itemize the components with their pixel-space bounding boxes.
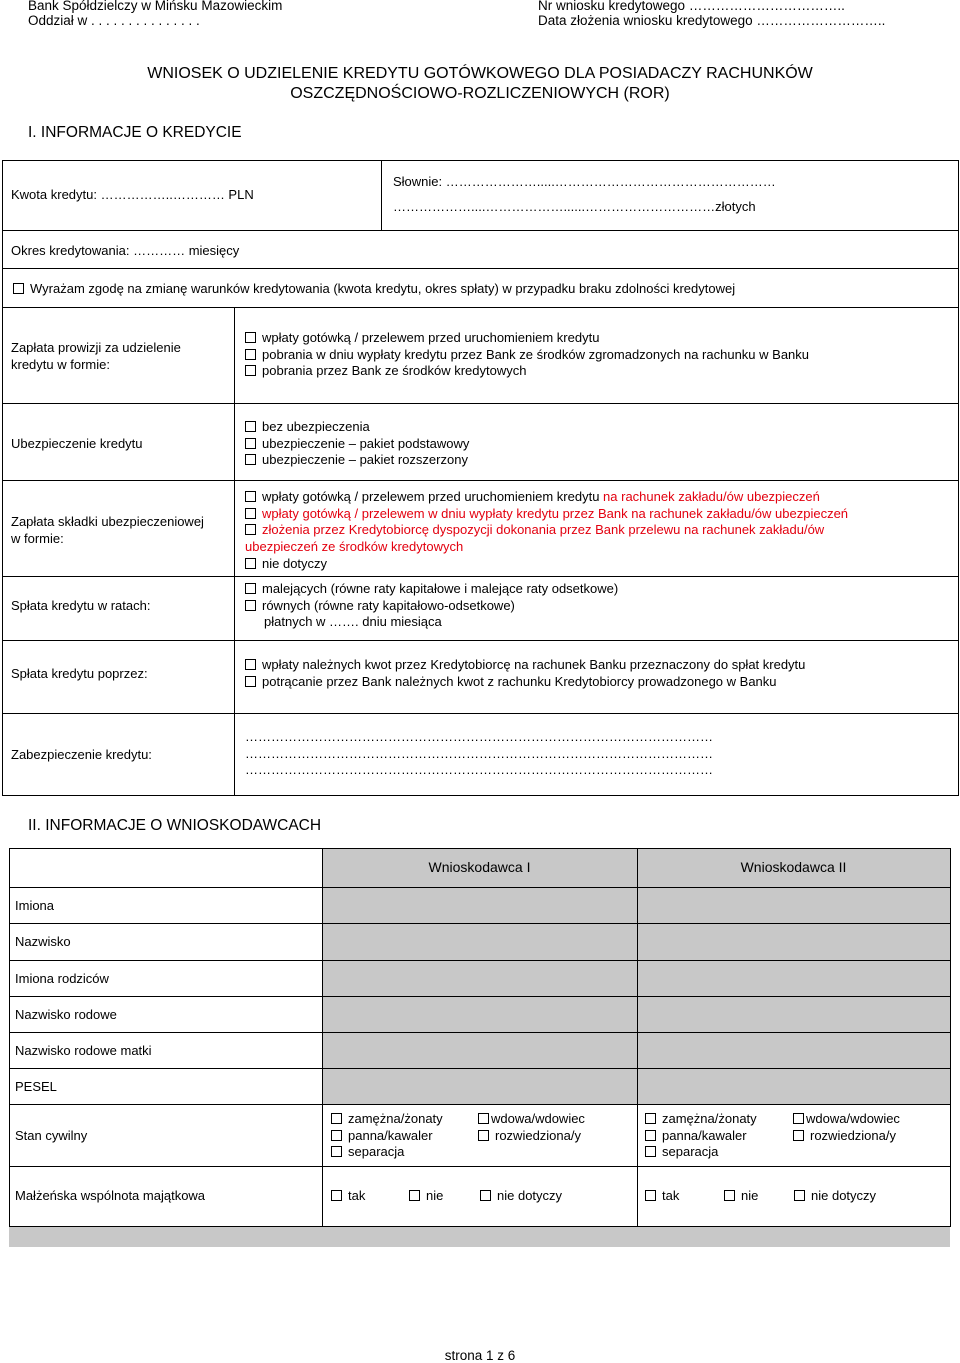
repayment-options [245, 657, 805, 690]
civil-status-checkbox[interactable] [793, 1113, 804, 1124]
civil-status-option: rozwiedziona/y [495, 1127, 581, 1143]
property-checkbox[interactable] [724, 1190, 735, 1201]
applicant1-property-no [409, 1188, 443, 1205]
property-option: tak [348, 1188, 366, 1203]
applicant1-civil-status-col2 [478, 1111, 585, 1144]
document-title-line2: OSZCZĘDNOŚCIOWO-ROZLICZENIOWYCH (ROR) [290, 85, 670, 102]
civil-status-checkbox[interactable] [331, 1130, 342, 1141]
row-label: PESEL [15, 1079, 57, 1094]
collateral-lines [245, 729, 713, 779]
insurance-option-label: ubezpieczenie – pakiet podstawowy [262, 435, 470, 451]
civil-status-option: panna/kawaler [348, 1127, 433, 1143]
applicant2-property-yes [645, 1188, 679, 1205]
civil-status-checkbox[interactable] [331, 1146, 342, 1157]
row-label: Imiona [15, 898, 55, 913]
premium-option-label: wpłaty gotówką / przelewem przed uruchomieniem kredytu [262, 489, 600, 504]
applicant1-property-yes [331, 1188, 365, 1205]
fee-options [245, 330, 809, 380]
property-option: tak [662, 1188, 680, 1203]
insurance-option-checkbox[interactable] [245, 438, 256, 449]
premium-option-label: złożenia przez Kredytobiorcę dyspozycji dokonania przez Bank przelewu na rachunek zakładu/ów [262, 522, 825, 538]
consent-row [13, 280, 735, 297]
insurance-option-checkbox[interactable] [245, 454, 256, 465]
row-label: Nazwisko rodowe [15, 1007, 117, 1022]
fee-option-checkbox[interactable] [245, 349, 256, 360]
civil-status-checkbox[interactable] [645, 1146, 656, 1157]
civil-status-checkbox[interactable] [645, 1113, 656, 1124]
row-label: Nazwisko rodowe matki [15, 1043, 152, 1058]
premium-option-label: wpłaty gotówką / przelewem w dniu wypłaty kredytu przez Bank na rachunek zakładu/ów ubezpieczeń [262, 505, 849, 521]
property-option: nie [426, 1188, 444, 1203]
premium-option-note: na rachunek zakładu/ów ubezpieczeń [599, 489, 820, 504]
collateral-label: Zabezpieczenie kredytu: [11, 747, 152, 762]
civil-status-option: rozwiedziona/y [810, 1127, 896, 1143]
premium-label-line1: Zapłata składki ubezpieczeniowej [11, 514, 204, 529]
consent-checkbox[interactable] [13, 283, 24, 294]
collateral-field[interactable]: ……………………………………………………………………………………………… [245, 745, 713, 761]
applicant1-civil-status-col1 [331, 1111, 443, 1161]
repayment-label: Spłata kredytu poprzez: [11, 666, 148, 681]
credit-amount-field[interactable]: Kwota kredytu: ……………..………… PLN [11, 187, 254, 202]
civil-status-option: zamężna/żonaty [662, 1111, 757, 1126]
property-checkbox[interactable] [645, 1190, 656, 1201]
row-label: Imiona rodziców [15, 971, 109, 986]
applicant2-civil-status-col2 [793, 1111, 900, 1144]
civil-status-checkbox[interactable] [645, 1130, 656, 1141]
civil-status-option: panna/kawaler [662, 1127, 747, 1143]
repayment-option-label: wpłaty należnych kwot przez Kredytobiorcę na rachunek Banku przeznaczony do spłat kredytu [262, 657, 806, 672]
fee-label-line2: kredytu w formie: [11, 357, 110, 372]
repayment-option-label: potrącanie przez Bank należnych kwot z rachunku Kredytobiorcy prowadzonego w Banku [262, 673, 777, 689]
civil-status-option: wdowa/wdowiec [806, 1111, 900, 1126]
installments-option-label: równych (równe raty kapitałowo-odsetkowe) [262, 597, 515, 613]
fee-option-checkbox[interactable] [245, 332, 256, 343]
application-date-field[interactable]: Data złożenia wniosku kredytowego ……………………….. [538, 13, 886, 28]
premium-option-label-cont: ubezpieczeń ze środków kredytowych [245, 539, 464, 555]
document-title-line1: WNIOSEK O UDZIELENIE KREDYTU GOTÓWKOWEGO DLA POSIADACZY RACHUNKÓW [147, 65, 813, 82]
premium-label-line2: w formie: [11, 531, 64, 546]
insurance-options [245, 419, 469, 469]
fee-option-checkbox[interactable] [245, 365, 256, 376]
fee-option-label: pobrania przez Bank ze środków kredytowych [262, 363, 527, 379]
application-number-field[interactable]: Nr wniosku kredytowego …………………………….. [538, 0, 845, 13]
premium-option-label: nie dotyczy [262, 555, 328, 571]
civil-status-label: Stan cywilny [15, 1128, 88, 1143]
property-option: nie [741, 1188, 759, 1203]
applicant2-header: Wnioskodawca II [740, 859, 847, 875]
premium-option-checkbox[interactable] [245, 491, 256, 502]
property-community-label: Małżeńska wspólnota majątkowa [15, 1188, 206, 1203]
installments-option-label: malejących (równe raty kapitałowe i malejące raty odsetkowe) [262, 581, 619, 596]
insurance-option-label: bez ubezpieczenia [262, 419, 370, 434]
property-checkbox[interactable] [480, 1190, 491, 1201]
premium-option-checkbox[interactable] [245, 524, 256, 535]
civil-status-checkbox[interactable] [793, 1130, 804, 1141]
premium-option-checkbox[interactable] [245, 508, 256, 519]
installments-payment-day-field[interactable]: płatnych w ……. dniu miesiąca [264, 614, 442, 630]
civil-status-option: wdowa/wdowiec [491, 1111, 585, 1126]
amount-in-words-field[interactable]: Słownie: ………………….....…………………………………………… [393, 174, 776, 189]
repayment-option-checkbox[interactable] [245, 659, 256, 670]
civil-status-option: separacja [348, 1144, 405, 1160]
consent-text: Wyrażam zgodę na zmianę warunków kredytowania (kwota kredytu, okres spłaty) w przypadku braku zdolności kredytowej [30, 281, 736, 296]
applicant2-property-no [724, 1188, 758, 1205]
fee-option-label: wpłaty gotówką / przelewem przed uruchomieniem kredytu [262, 330, 600, 345]
page-number: strona 1 z 6 [444, 1348, 516, 1363]
insurance-label: Ubezpieczenie kredytu [11, 436, 143, 451]
branch-field[interactable]: Oddział w . . . . . . . . . . . . . . . [28, 13, 200, 28]
civil-status-checkbox[interactable] [478, 1130, 489, 1141]
insurance-option-checkbox[interactable] [245, 421, 256, 432]
collateral-field[interactable]: ……………………………………………………………………………………………… [245, 762, 713, 778]
property-option: nie dotyczy [497, 1188, 563, 1203]
applicant1-property-na [480, 1188, 562, 1205]
credit-period-field[interactable]: Okres kredytowania: ………… miesięcy [11, 243, 240, 258]
installments-option-checkbox[interactable] [245, 583, 256, 594]
premium-option-checkbox[interactable] [245, 558, 256, 569]
installments-label: Spłata kredytu w ratach: [11, 598, 151, 613]
civil-status-checkbox[interactable] [478, 1113, 489, 1124]
installments-options [245, 581, 618, 631]
amount-in-words-cont[interactable]: ………………....………………......…………………………złotych [393, 199, 756, 214]
row-label: Nazwisko [15, 934, 71, 949]
property-option: nie dotyczy [811, 1188, 877, 1203]
civil-status-option: zamężna/żonaty [348, 1111, 443, 1126]
collateral-field[interactable]: ……………………………………………………………………………………………… [245, 729, 713, 744]
applicant2-property-na [794, 1188, 876, 1205]
applicant1-header: Wnioskodawca I [428, 859, 531, 875]
bank-name: Bank Spółdzielczy w Mińsku Mazowieckim [28, 0, 283, 13]
applicant2-civil-status-col1 [645, 1111, 757, 1161]
property-checkbox[interactable] [409, 1190, 420, 1201]
installments-option-checkbox[interactable] [245, 600, 256, 611]
section2-heading: II. INFORMACJE O WNIOSKODAWCACH [28, 817, 322, 834]
civil-status-checkbox[interactable] [331, 1113, 342, 1124]
insurance-option-label: ubezpieczenie – pakiet rozszerzony [262, 452, 468, 468]
property-checkbox[interactable] [331, 1190, 342, 1201]
civil-status-option: separacja [662, 1144, 719, 1160]
fee-label-line1: Zapłata prowizji za udzielenie [11, 340, 181, 355]
section1-heading: I. INFORMACJE O KREDYCIE [28, 124, 242, 141]
premium-options [245, 489, 848, 573]
property-checkbox[interactable] [794, 1190, 805, 1201]
fee-option-label: pobrania w dniu wypłaty kredytu przez Bank ze środków zgromadzonych na rachunku w Banku [262, 346, 810, 362]
repayment-option-checkbox[interactable] [245, 676, 256, 687]
